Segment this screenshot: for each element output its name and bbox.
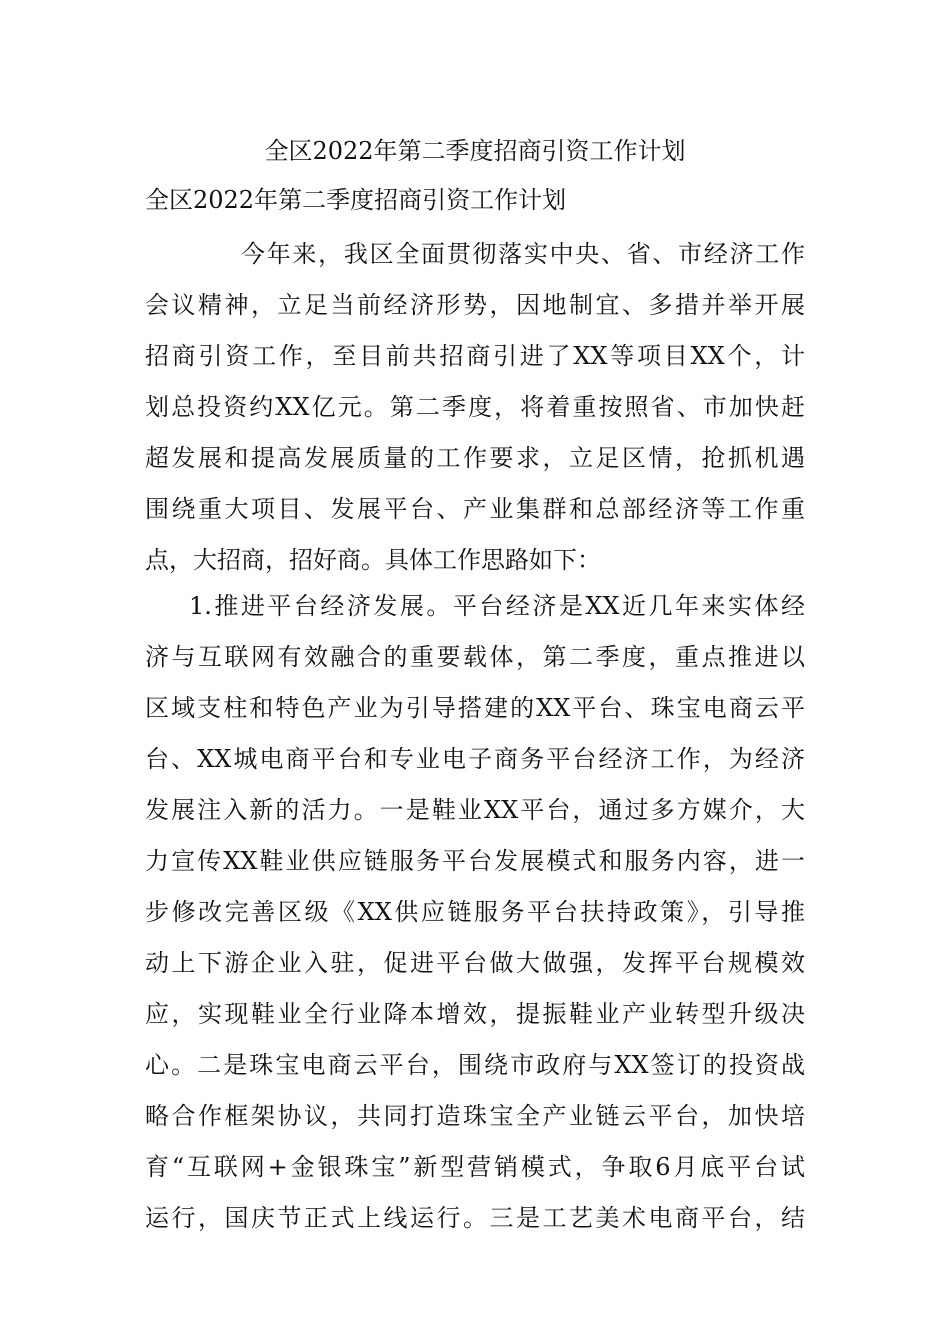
text-line: 会议精神，立足当前经济形势，因地制宜、多措并举开展 <box>145 291 805 319</box>
paragraph-intro <box>145 229 805 586</box>
text-line: 心。二是珠宝电商云平台，围绕市政府与XX签订的投资战 <box>145 1051 805 1079</box>
text-line: 点，大招商，招好商。具体工作思路如下： <box>145 546 601 574</box>
text-line: 区域支柱和特色产业为引导搭建的XX平台、珠宝电商云平 <box>145 694 805 722</box>
paragraph-platform-economy <box>145 581 805 1244</box>
text-line: 超发展和提高发展质量的工作要求，立足区情，抢抓机遇 <box>145 444 805 472</box>
text-line: 1.推进平台经济发展。平台经济是XX近几年来实体经 <box>189 592 805 620</box>
text-line: 招商引资工作，至目前共招商引进了XX等项目XX个，计 <box>145 342 805 370</box>
text-line: 略合作框架协议，共同打造珠宝全产业链云平台，加快培 <box>145 1102 805 1130</box>
text-line: 动上下游企业入驻，促进平台做大做强，发挥平台规模效 <box>145 949 805 977</box>
text-line: 育“互联网+金银珠宝”新型营销模式，争取6月底平台试 <box>145 1153 805 1181</box>
text-line: 济与互联网有效融合的重要载体，第二季度，重点推进以 <box>145 643 805 671</box>
text-line: 力宣传XX鞋业供应链服务平台发展模式和服务内容，进一 <box>145 847 805 875</box>
text-line: 台、XX城电商平台和专业电子商务平台经济工作，为经济 <box>145 745 805 773</box>
text-line: 运行，国庆节正式上线运行。三是工艺美术电商平台，结 <box>145 1204 805 1232</box>
text-line: 划总投资约XX亿元。第二季度，将着重按照省、市加快赶 <box>145 393 805 421</box>
text-line: 应，实现鞋业全行业降本增效，提振鞋业产业转型升级决 <box>145 1000 805 1028</box>
text-line: 今年来，我区全面贯彻落实中央、省、市经济工作 <box>241 240 805 268</box>
text-line: 围绕重大项目、发展平台、产业集群和总部经济等工作重 <box>145 495 805 523</box>
document-subtitle: 全区2022年第二季度招商引资工作计划 <box>145 186 567 214</box>
text-line: 步修改完善区级《XX供应链服务平台扶持政策》，引导推 <box>145 898 805 926</box>
text-line: 发展注入新的活力。一是鞋业XX平台，通过多方媒介，大 <box>145 796 805 824</box>
document-title: 全区2022年第二季度招商引资工作计划 <box>264 137 686 165</box>
